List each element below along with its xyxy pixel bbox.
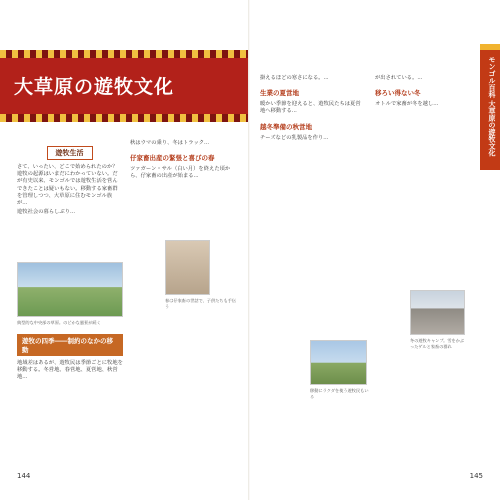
subhead-summer: 生業の夏営地	[260, 89, 299, 98]
section2	[17, 334, 123, 382]
side-tab-text: モンゴル百科 大草原の遊牧文化	[488, 56, 496, 157]
section-heading-spring: 仔家畜出産の緊張と喜びの春	[130, 154, 215, 163]
child-photo	[165, 240, 210, 295]
paragraph: 掛えるほどの寒さになる。...	[260, 75, 329, 81]
left-column	[17, 140, 122, 216]
section-heading-nomad-life: 遊牧生活	[47, 146, 93, 160]
paragraph: オトルで家畜が冬を越し...	[375, 101, 439, 108]
subhead-autumn: 越冬準備の秋営地	[260, 122, 312, 131]
photo-caption: 典型的な中央部の草原。のどかな風景が続く	[17, 320, 101, 325]
paragraph: チーズなどの乳製品を作り...	[260, 134, 329, 141]
page-title: 大草原の遊牧文化	[14, 76, 175, 98]
right-column	[130, 140, 240, 181]
paragraph: 遊牧社会の暮らしぶり...	[17, 209, 76, 216]
steppe-photo	[17, 262, 123, 317]
winter-camp-photo	[410, 290, 465, 335]
title-banner	[0, 50, 250, 122]
camel-photo	[310, 340, 367, 385]
right-col1	[260, 75, 365, 142]
right-col2	[375, 75, 480, 108]
paragraph: 秋はウマの乗り、冬はトラック...	[130, 140, 210, 146]
section-heading-seasons: 遊牧の四季――制約のなかの移動	[17, 334, 123, 356]
subhead-winter: 移ろい得ない冬	[375, 89, 421, 98]
page-number: 144	[17, 472, 31, 480]
paragraph: ツァガーン・サル（白い月）を終えた頃から、仔家畜の出産が始まる...	[130, 166, 231, 180]
photo-caption: 移動にラクダを使う遊牧民もいる	[310, 388, 369, 399]
paragraph: 地域差はあるが、遊牧民は季節ごとに牧地を移動する。冬営地、春営地、夏営地、秋営地...	[17, 360, 123, 381]
photo-caption: 春は仔家畜の世話で、子供たちも手伝う	[165, 298, 237, 309]
paragraph: さて、いったい、どこで始められたのか？ 遊牧の起源はいまだにわかっていない。だが有史以来、モンゴルでは遊牧生活を営んできたことは疑いもない。移動する家畜群を管理しつつ、大草原に住むモンゴル族が...	[17, 164, 118, 207]
banner-pattern-bottom	[0, 114, 250, 122]
banner-pattern-top	[0, 50, 250, 58]
photo-caption: 冬の遊牧キャンプ。雪をかぶったゲルと家畜の群れ	[410, 338, 465, 349]
right-page	[250, 0, 500, 500]
paragraph: が出されている。...	[375, 75, 423, 81]
paragraph: 暖かい季節を迎えると、遊牧民たちは夏営地へ移動する...	[260, 101, 361, 115]
page-number: 145	[469, 472, 483, 480]
